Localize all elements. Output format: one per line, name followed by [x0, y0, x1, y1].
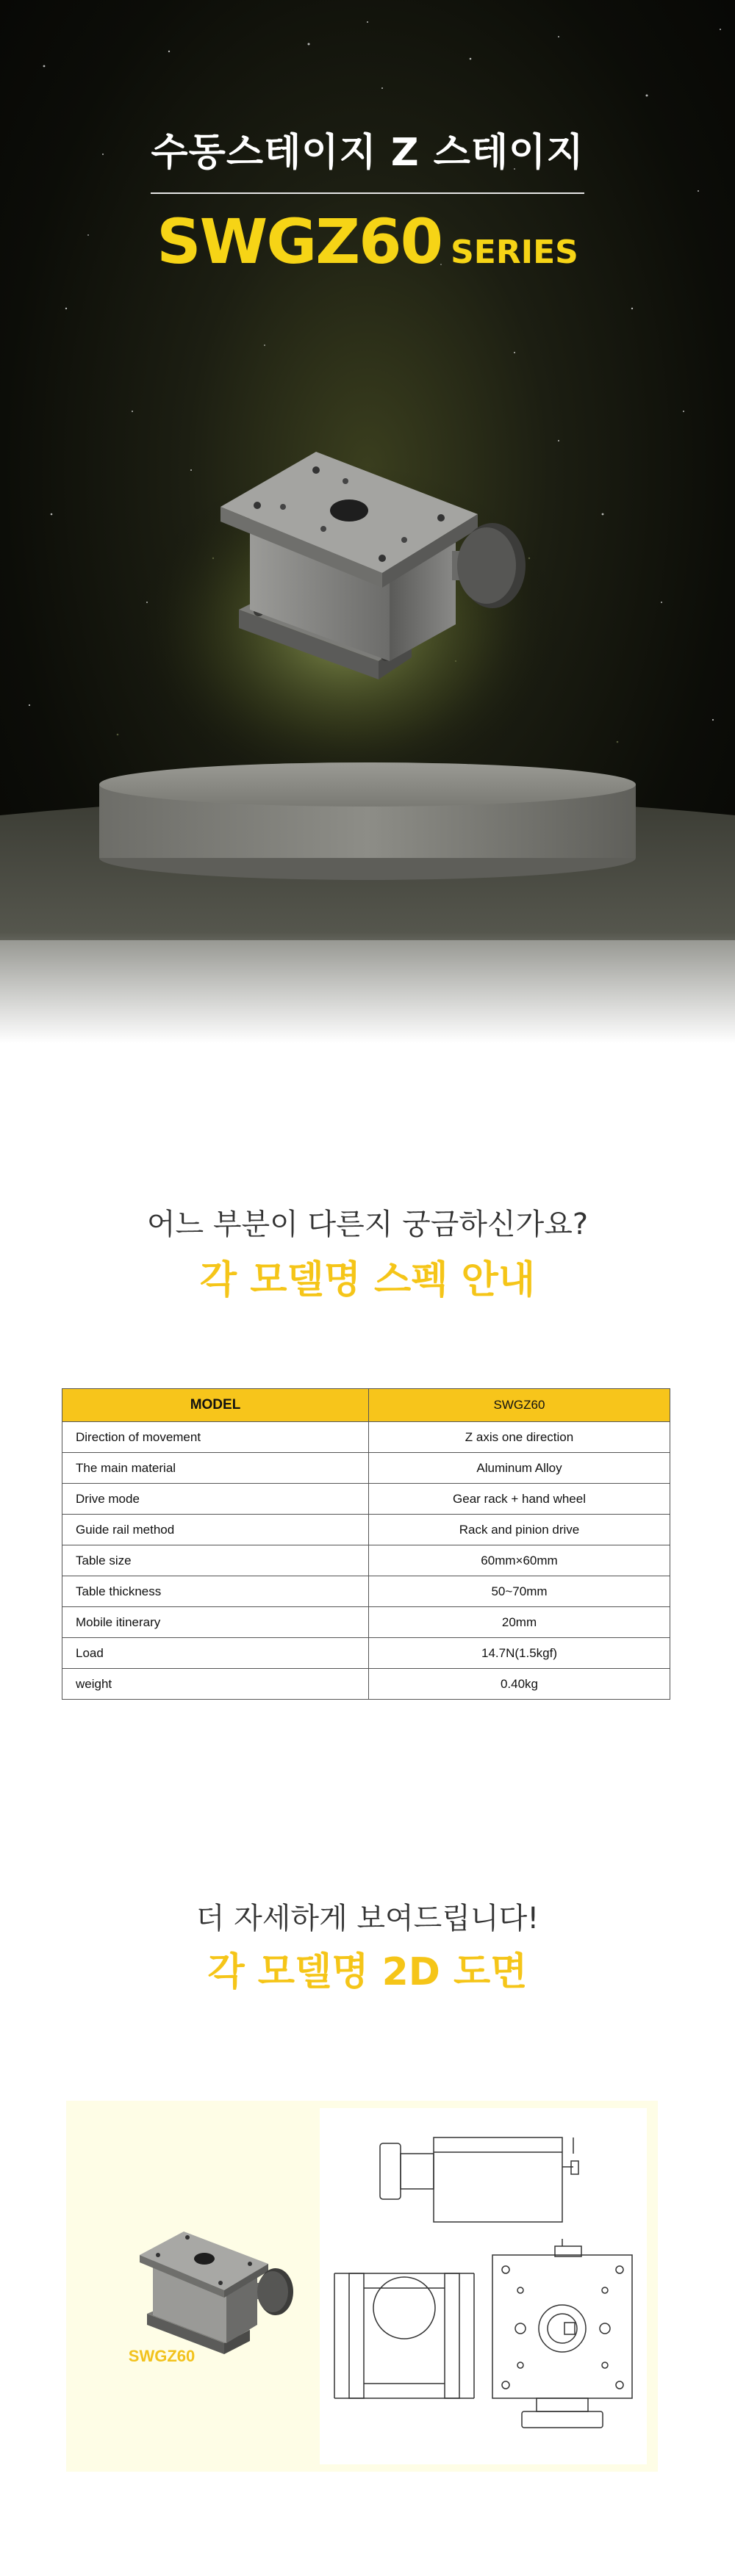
spec-value: Gear rack + hand wheel [369, 1484, 670, 1515]
spec-label: Mobile itinerary [62, 1607, 369, 1638]
table-row [62, 1515, 670, 1545]
table-row [62, 1484, 670, 1515]
table-row [62, 1453, 670, 1484]
spec-label: Drive mode [62, 1484, 369, 1515]
table-row [62, 1576, 670, 1607]
spec-table-header [62, 1389, 670, 1422]
table-row [62, 1545, 670, 1576]
table-row [62, 1638, 670, 1669]
table-row [62, 1669, 670, 1700]
table-row [62, 1607, 670, 1638]
spec-value: Z axis one direction [369, 1422, 670, 1453]
model-suffix: SERIES [451, 234, 578, 271]
hero-divider [151, 192, 584, 194]
drawing-sheet [320, 2108, 647, 2464]
spec-value: 50~70mm [369, 1576, 670, 1607]
spec-question: 어느 부분이 다른지 궁금하신가요? [146, 1208, 589, 1241]
spec-label: Direction of movement [62, 1422, 369, 1453]
product-label: SWGZ60 [128, 2347, 196, 2365]
spec-value: 20mm [369, 1607, 670, 1638]
spec-label: weight [62, 1669, 369, 1700]
spec-header-value: SWGZ60 [369, 1389, 670, 1422]
spec-value: Aluminum Alloy [369, 1453, 670, 1484]
spec-value: 60mm×60mm [369, 1545, 670, 1576]
technical-drawing [320, 2108, 647, 2464]
spec-label: Load [62, 1638, 369, 1669]
product-thumbnail [66, 2101, 320, 2472]
hero-banner [0, 0, 735, 1043]
spec-heading: 각 모델명 스펙 안내 [199, 1258, 536, 1302]
drawing-panel [66, 2101, 658, 2472]
spec-label: Table size [62, 1545, 369, 1576]
drawing-heading: 각 모델명 2D 도면 [207, 1950, 528, 1994]
spec-label: The main material [62, 1453, 369, 1484]
spec-label: Guide rail method [62, 1515, 369, 1545]
drawing-question: 더 자세하게 보여드립니다! [196, 1902, 539, 1935]
spec-table [62, 1388, 670, 1700]
hero-title: 수동스테이지 Z 스테이지 [151, 131, 584, 175]
spec-value: 0.40kg [369, 1669, 670, 1700]
hero-model-name [0, 206, 735, 278]
spec-label: Table thickness [62, 1576, 369, 1607]
spec-value: Rack and pinion drive [369, 1515, 670, 1545]
table-row [62, 1422, 670, 1453]
spec-header-label: MODEL [62, 1389, 369, 1422]
model-main: SWGZ60 [157, 206, 442, 278]
spec-value: 14.7N(1.5kgf) [369, 1638, 670, 1669]
